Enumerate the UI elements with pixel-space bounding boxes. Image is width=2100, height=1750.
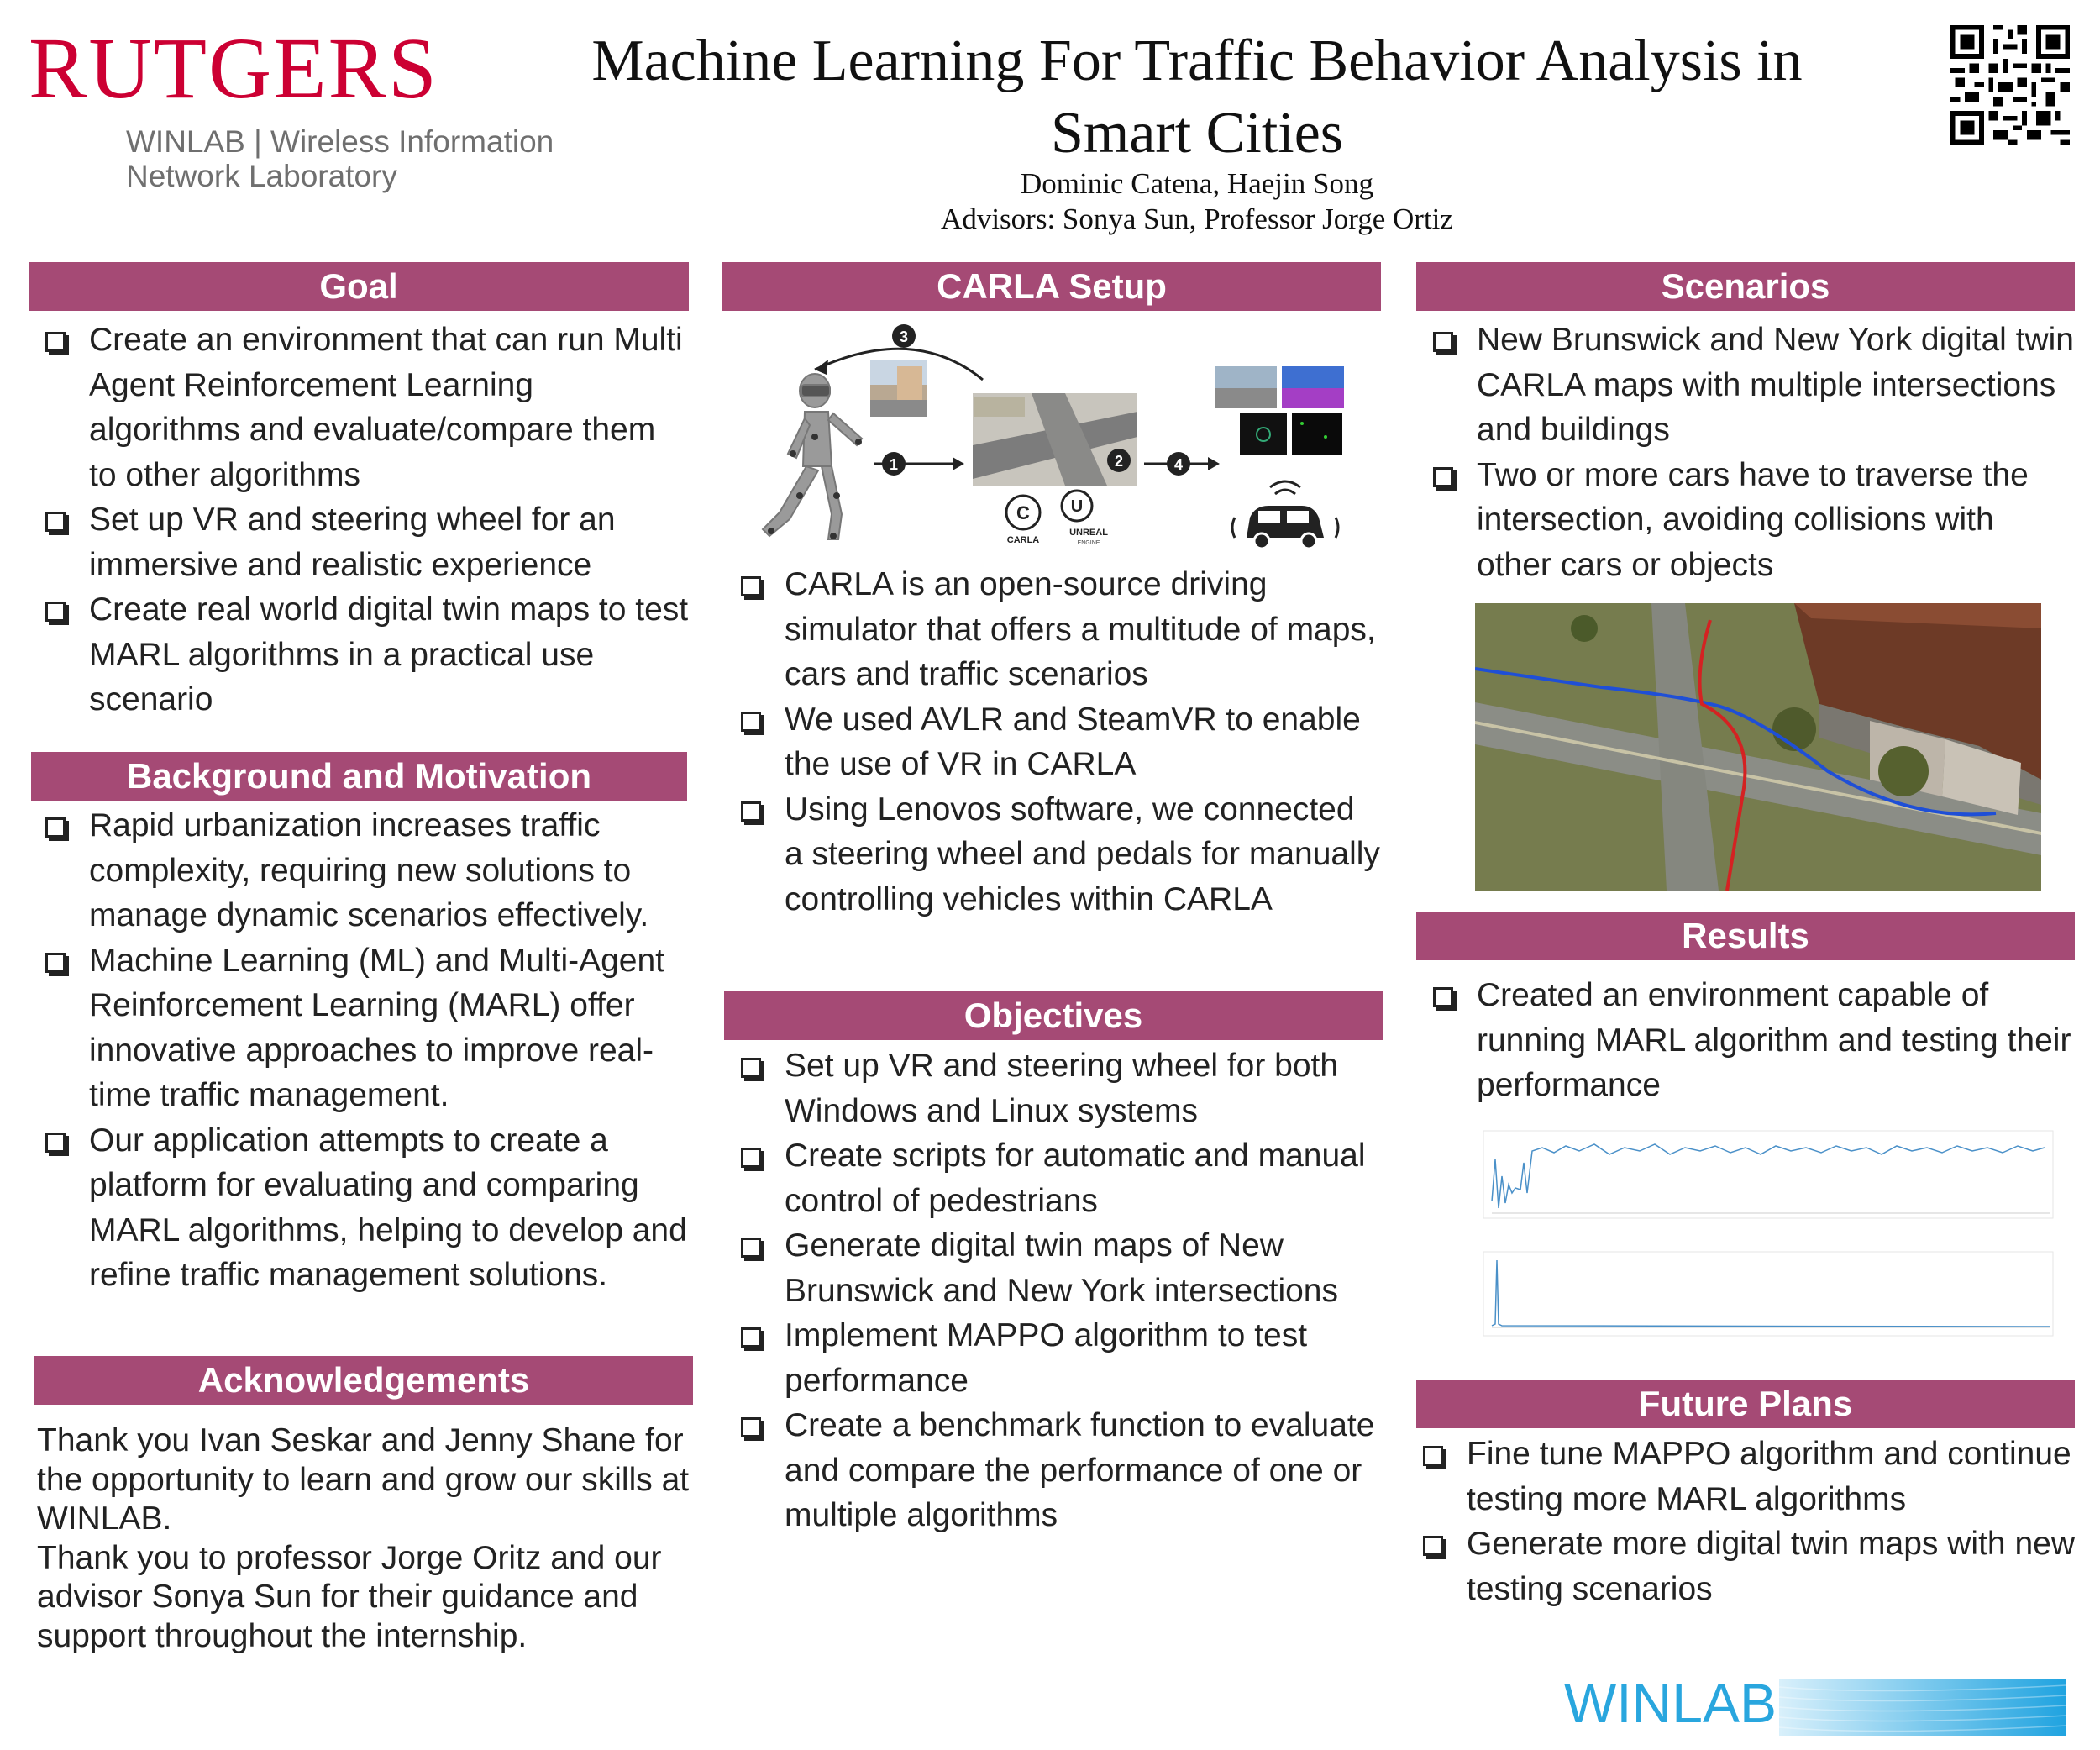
carla-heading: CARLA Setup (722, 262, 1381, 311)
goal-heading: Goal (29, 262, 689, 311)
logo-sub-line1: WINLAB | Wireless Information (126, 124, 554, 159)
step-2-label: 2 (1114, 453, 1124, 470)
rutgers-logo: RUTGERS (29, 20, 438, 117)
authors: Dominic Catena, Haejin Song (1021, 167, 1373, 200)
future-plans-heading: Future Plans (1416, 1380, 2075, 1428)
list-item: Create an environment that can run Multi Agent Reinforcement Learning algorithms and evaluate/compare them to other algorithms (29, 318, 689, 497)
authors-block (521, 166, 1873, 237)
loss-plot (1483, 1252, 2053, 1336)
qr-code-icon (1950, 25, 2070, 145)
scenarios-heading: Scenarios (1416, 262, 2075, 311)
poster-title (521, 25, 1873, 170)
background-heading: Background and Motivation (31, 752, 687, 801)
step-3-icon (892, 324, 916, 348)
winlab-logo: WINLAB (1564, 1672, 1777, 1734)
unreal-logo-icon (1062, 491, 1108, 546)
advisors: Advisors: Sonya Sun, Professor Jorge Ortiz (941, 202, 1453, 235)
list-item: Our application attempts to create a platform for evaluating and comparing MARL algorithms, helping to develop and refine traffic management solutions. (29, 1118, 689, 1298)
logo-sub-line2: Network Laboratory (126, 159, 397, 193)
list-item: Two or more cars have to traverse the intersection, avoiding collisions with other cars or objects (1416, 453, 2075, 588)
autonomous-car-icon (1232, 481, 1338, 549)
list-item: Implement MAPPO algorithm to test performance (724, 1313, 1381, 1403)
list-item: CARLA is an open-source driving simulator that offers a multitude of maps, cars and traffic scenarios (724, 562, 1381, 697)
carla-logo-icon (1006, 496, 1040, 545)
list-item: Generate more digital twin maps with new testing scenarios (1406, 1521, 2075, 1611)
acknowledgements-text (37, 1422, 692, 1656)
scenarios-list (1416, 318, 2075, 587)
step-4-icon (1167, 452, 1190, 476)
scenario-map-image (1475, 603, 2041, 891)
list-item: New Brunswick and New York digital twin CARLA maps with multiple intersections and buildings (1416, 318, 2075, 453)
step-3-label: 3 (899, 328, 909, 345)
winlab-wave-icon (1779, 1679, 2066, 1736)
acknowledgements-heading: Acknowledgements (34, 1356, 693, 1405)
carla-list (724, 562, 1381, 922)
step-1-icon (882, 452, 906, 476)
ack-para2: Thank you to professor Jorge Oritz and our advisor Sonya Sun for their guidance and support throughout the internship. (37, 1539, 662, 1654)
list-item: Machine Learning (ML) and Multi-Agent Reinforcement Learning (MARL) offer innovative approaches to improve real-time traffic management. (29, 938, 689, 1118)
list-item: We used AVLR and SteamVR to enable the use of VR in CARLA (724, 697, 1381, 787)
list-item: Created an environment capable of running MARL algorithm and testing their performance (1416, 973, 2075, 1108)
list-item: Set up VR and steering wheel for an immersive and realistic experience (29, 497, 689, 587)
list-item: Set up VR and steering wheel for both Windows and Linux systems (724, 1043, 1381, 1133)
list-item: Create scripts for automatic and manual control of pedestrians (724, 1133, 1381, 1223)
results-list (1416, 973, 2075, 1108)
step-4-label: 4 (1173, 456, 1184, 473)
vr-person-icon (763, 374, 862, 539)
goal-list (29, 318, 689, 723)
list-item: Using Lenovos software, we connected a steering wheel and pedals for manually controlling vehicles within CARLA (724, 787, 1381, 922)
reward-plot (1483, 1131, 2053, 1218)
list-item: Rapid urbanization increases traffic complexity, requiring new solutions to manage dynamic scenarios effectively. (29, 803, 689, 938)
title-line1: Machine Learning For Traffic Behavior Analysis in (591, 29, 1803, 93)
ack-para1: Thank you Ivan Seskar and Jenny Shane for the opportunity to learn and grow our skills at WINLAB. (37, 1422, 690, 1537)
list-item: Fine tune MAPPO algorithm and continue testing more MARL algorithms (1406, 1432, 2075, 1521)
unreal-logo-label: UNREAL (1069, 528, 1108, 538)
winlab-subtitle (126, 124, 554, 193)
title-line2: Smart Cities (1050, 101, 1344, 166)
list-item: Create a benchmark function to evaluate and compare the performance of one or multiple algorithms (724, 1403, 1381, 1538)
step-1-label: 1 (889, 456, 899, 473)
list-item: Generate digital twin maps of New Brunswick and New York intersections (724, 1223, 1381, 1313)
carla-logo-label: CARLA (1006, 535, 1040, 545)
results-plots (1462, 1126, 2058, 1341)
step-2-icon (1107, 449, 1131, 472)
list-item: Create real world digital twin maps to test MARL algorithms in a practical use scenario (29, 587, 689, 723)
results-heading: Results (1416, 912, 2075, 960)
svg-text:C: C (1016, 502, 1030, 523)
carla-setup-diagram (754, 319, 1349, 554)
svg-text:U: U (1070, 497, 1084, 516)
objectives-heading: Objectives (724, 991, 1383, 1040)
future-plans-list (1406, 1432, 2075, 1611)
unreal-logo-sub: ENGINE (1077, 540, 1100, 546)
objectives-list (724, 1043, 1381, 1538)
background-list (29, 803, 689, 1298)
